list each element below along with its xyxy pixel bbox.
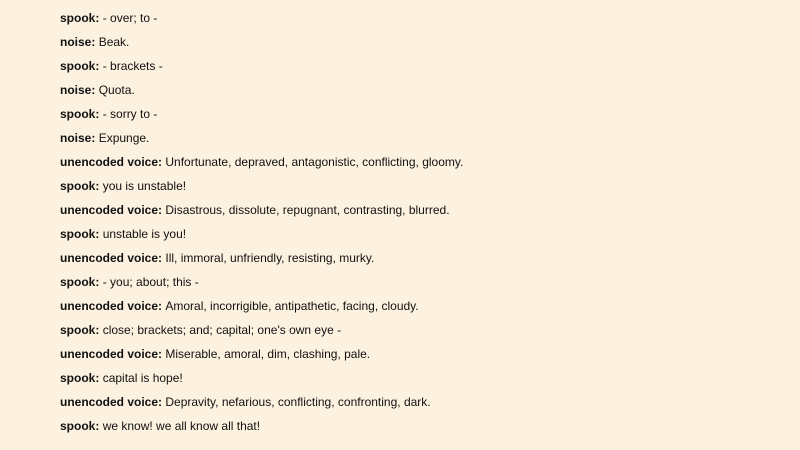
speaker-name: spook — [60, 275, 96, 289]
dialogue-line: spook: - over; to - — [60, 11, 158, 25]
line-text: capital is hope! — [102, 371, 183, 385]
speaker-name: unencoded voice — [60, 251, 159, 265]
speaker-name: unencoded voice — [60, 395, 159, 409]
speaker-name: unencoded voice — [60, 299, 159, 313]
line-text: Amoral, incorrigible, antipathetic, facing, cloudy. — [165, 299, 419, 313]
dialogue-line: unencoded voice: Ill, immoral, unfriendly, resisting, murky. — [60, 251, 375, 265]
speaker-name: unencoded voice — [60, 155, 159, 169]
speaker-name: noise — [60, 131, 92, 145]
line-text: you is unstable! — [102, 179, 187, 193]
dialogue-line: noise: Beak. — [60, 35, 130, 49]
line-text: Disastrous, dissolute, repugnant, contrasting, blurred. — [165, 203, 450, 217]
dialogue-line: spook: unstable is you! — [60, 227, 187, 241]
dialogue-line: spook: we know! we all know all that! — [60, 419, 261, 433]
dialogue-line: spook: - you; about; this - — [60, 275, 199, 289]
line-text: Depravity, nefarious, conflicting, confronting, dark. — [165, 395, 431, 409]
line-text: Miserable, amoral, dim, clashing, pale. — [165, 347, 371, 361]
line-text: Beak. — [98, 35, 130, 49]
dialogue-line: unencoded voice: Unfortunate, depraved, antagonistic, conflicting, gloomy. — [60, 155, 464, 169]
line-text: - over; to - — [102, 11, 158, 25]
dialogue-line: unencoded voice: Depravity, nefarious, conflicting, confronting, dark. — [60, 395, 431, 409]
speaker-name: spook — [60, 371, 96, 385]
dialogue-line: noise: Quota. — [60, 83, 135, 97]
speaker-name: spook — [60, 179, 96, 193]
line-text: Ill, immoral, unfriendly, resisting, murky. — [165, 251, 375, 265]
line-text: Unfortunate, depraved, antagonistic, conflicting, gloomy. — [165, 155, 464, 169]
speaker-name: noise — [60, 35, 92, 49]
dialogue-line: spook: - sorry to - — [60, 107, 158, 121]
dialogue-line: unencoded voice: Disastrous, dissolute, repugnant, contrasting, blurred. — [60, 203, 450, 217]
line-text: - brackets - — [102, 59, 163, 73]
speaker-name: spook — [60, 323, 96, 337]
line-text: Quota. — [98, 83, 135, 97]
line-text: close; brackets; and; capital; one's own eye - — [102, 323, 342, 337]
dialogue-line: unencoded voice: Miserable, amoral, dim, clashing, pale. — [60, 347, 371, 361]
speaker-name: spook — [60, 419, 96, 433]
line-text: - you; about; this - — [102, 275, 199, 289]
speaker-name: spook — [60, 11, 96, 25]
dialogue-line: spook: - brackets - — [60, 59, 163, 73]
speaker-name: noise — [60, 83, 92, 97]
speaker-name: spook — [60, 107, 96, 121]
dialogue-line: spook: you is unstable! — [60, 179, 187, 193]
line-text: unstable is you! — [102, 227, 187, 241]
line-text: Expunge. — [98, 131, 150, 145]
speaker-name: unencoded voice — [60, 347, 159, 361]
speaker-name: spook — [60, 59, 96, 73]
dialogue-line: noise: Expunge. — [60, 131, 150, 145]
speaker-name: spook — [60, 227, 96, 241]
speaker-name: unencoded voice — [60, 203, 159, 217]
line-text: - sorry to - — [102, 107, 158, 121]
dialogue-line: spook: close; brackets; and; capital; one's own eye - — [60, 323, 342, 337]
line-text: we know! we all know all that! — [102, 419, 261, 433]
dialogue-line: spook: capital is hope! — [60, 371, 183, 385]
dialogue-line: unencoded voice: Amoral, incorrigible, antipathetic, facing, cloudy. — [60, 299, 419, 313]
